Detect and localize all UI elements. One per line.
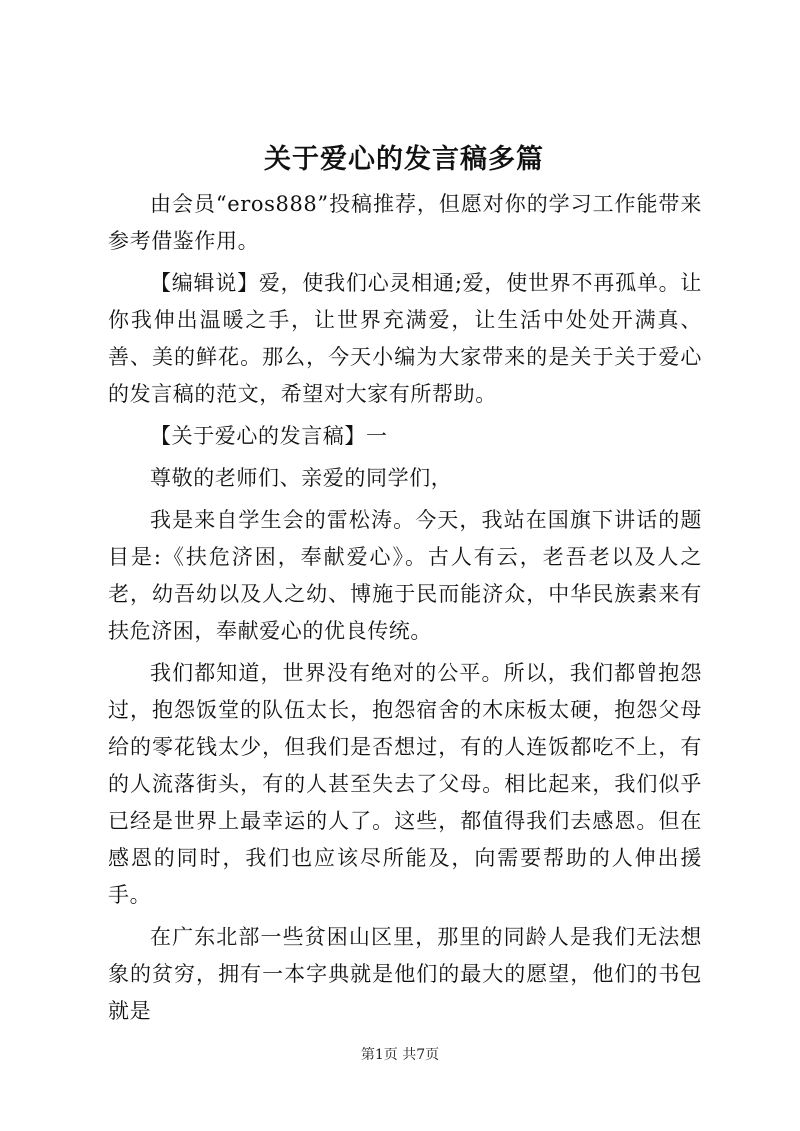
page-number-footer: 第1页 共7页 — [360, 1047, 440, 1063]
document-title: 关于爱心的发言稿多篇 — [264, 144, 544, 175]
paragraph-intro: 由会员“eros888”投稿推荐，但愿对你的学习工作能带来参考借鉴作用。 — [108, 192, 702, 253]
document-body — [108, 186, 702, 1035]
paragraph-section-heading: 【关于爱心的发言稿】一 — [150, 424, 388, 448]
paragraph-speech-continued: 在广东北部一些贫困山区里，那里的同龄人是我们无法想象的贫穷，拥有一本字典就是他们的最大的愿望，他们的书包就是 — [108, 925, 702, 1023]
paragraph-speech-body: 我们都知道，世界没有绝对的公平。所以，我们都曾抱怨过，抱怨饭堂的队伍太长，抱怨宿舍的木床板太硬，抱怨父母给的零花钱太少，但我们是否想过，有的人连饭都吃不上，有的人流落街头，有的人甚至失去了父母。相比起来，我们似乎已经是世界上最幸运的人了。这些，都值得我们去感恩。但在感恩的同时，我们也应该尽所能及，向需要帮助的人伸出援手。 — [108, 661, 702, 907]
paragraph-speech-opening: 我是来自学生会的雷松涛。今天，我站在国旗下讲话的题目是:《扶危济困，奉献爱心》。古人有云，老吾老以及人之老，幼吾幼以及人之幼、博施于民而能济众，中华民族素来有扶危济困，奉献爱心的优良传统。 — [108, 508, 702, 643]
paragraph-editor-note: 【编辑说】爱，使我们心灵相通;爱，使世界不再孤单。让你我伸出温暖之手，让世界充满爱，让生活中处处开满真、善、美的鲜花。那么，今天小编为大家带来的是关于关于爱心的发言稿的范文，希望对大家有所帮助。 — [108, 271, 702, 406]
paragraph-salutation: 尊敬的老师们、亲爱的同学们， — [150, 466, 453, 490]
